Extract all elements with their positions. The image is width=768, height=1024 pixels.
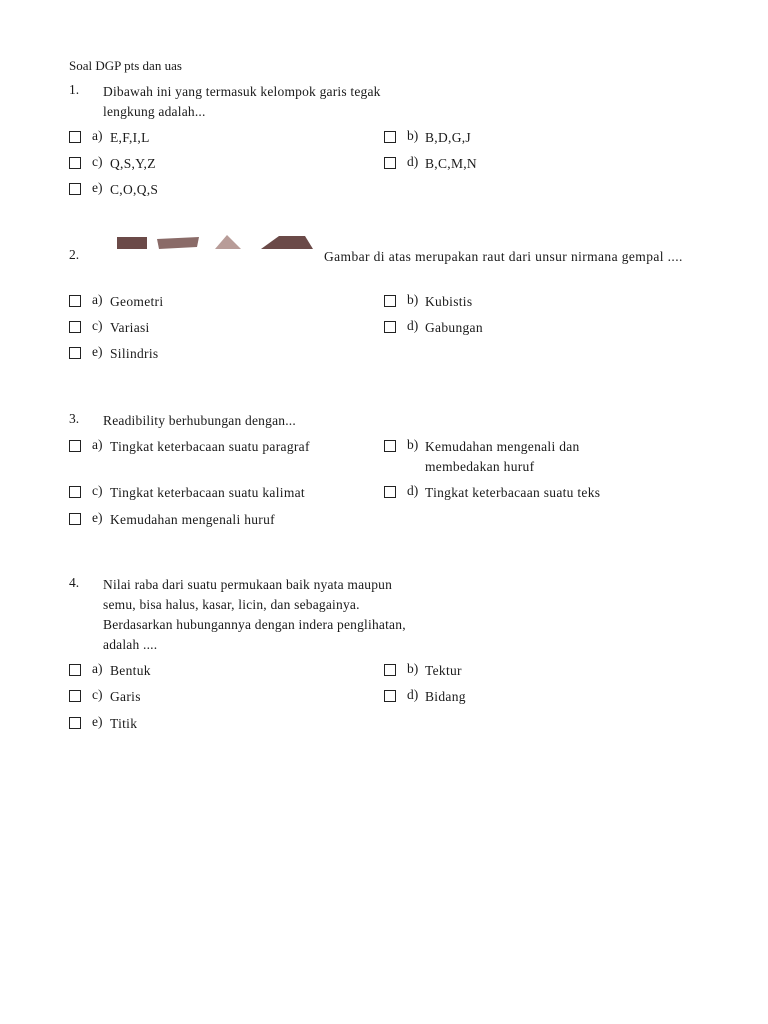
- option-text: Q,S,Y,Z: [110, 156, 156, 171]
- option-text: Tingkat keterbacaan suatu kalimat: [110, 485, 305, 500]
- option-text: Tingkat keterbacaan suatu paragraf: [110, 439, 310, 454]
- option-text: Variasi: [110, 320, 150, 335]
- checkbox[interactable]: [384, 157, 396, 169]
- option-letter: e): [92, 180, 103, 195]
- option-letter: c): [92, 318, 103, 333]
- option-text: Kemudahan mengenali dan membedakan huruf: [425, 439, 580, 474]
- option-e[interactable]: [69, 510, 275, 530]
- option-d[interactable]: [384, 154, 477, 174]
- checkbox[interactable]: [69, 690, 81, 702]
- option-text: Garis: [110, 689, 141, 704]
- option-text: Bentuk: [110, 663, 151, 678]
- option-letter: a): [92, 661, 103, 676]
- checkbox[interactable]: [384, 664, 396, 676]
- option-a[interactable]: [69, 661, 151, 681]
- checkbox[interactable]: [69, 664, 81, 676]
- checkbox[interactable]: [69, 321, 81, 333]
- checkbox[interactable]: [69, 486, 81, 498]
- checkbox[interactable]: [69, 717, 81, 729]
- option-text: Silindris: [110, 346, 159, 361]
- option-c[interactable]: [69, 318, 150, 338]
- option-text: C,O,Q,S: [110, 182, 159, 197]
- option-letter: d): [407, 318, 419, 333]
- option-b[interactable]: [384, 437, 580, 477]
- option-letter: c): [92, 687, 103, 702]
- option-text: Kubistis: [425, 294, 473, 309]
- checkbox[interactable]: [384, 440, 396, 452]
- option-letter: d): [407, 687, 419, 702]
- option-d[interactable]: [384, 483, 600, 503]
- option-letter: b): [407, 661, 419, 676]
- checkbox[interactable]: [69, 183, 81, 195]
- question-number: 1.: [69, 82, 80, 97]
- option-letter: a): [92, 292, 103, 307]
- option-text: Geometri: [110, 294, 164, 309]
- solid-shapes-image: [117, 235, 313, 255]
- option-letter: d): [407, 154, 419, 169]
- option-e[interactable]: [69, 344, 158, 364]
- option-d[interactable]: [384, 318, 483, 338]
- option-text: E,F,I,L: [110, 130, 150, 145]
- option-letter: d): [407, 483, 419, 498]
- option-c[interactable]: [69, 154, 156, 174]
- option-text: Titik: [110, 716, 138, 731]
- option-letter: a): [92, 128, 103, 143]
- checkbox[interactable]: [384, 486, 396, 498]
- option-text: Bidang: [425, 689, 466, 704]
- option-letter: c): [92, 154, 103, 169]
- checkbox[interactable]: [384, 690, 396, 702]
- document-title: Soal DGP pts dan uas: [69, 58, 182, 73]
- question-text: Gambar di atas merupakan raut dari unsur nirmana gempal ....: [324, 249, 683, 264]
- option-letter: e): [92, 344, 103, 359]
- option-text: Tingkat keterbacaan suatu teks: [425, 485, 601, 500]
- option-letter: b): [407, 437, 419, 452]
- option-letter: a): [92, 437, 103, 452]
- option-c[interactable]: [69, 687, 141, 707]
- checkbox[interactable]: [69, 295, 81, 307]
- option-e[interactable]: [69, 714, 137, 734]
- question-number: 2.: [69, 247, 80, 262]
- checkbox[interactable]: [69, 440, 81, 452]
- checkbox[interactable]: [69, 513, 81, 525]
- question-text: Nilai raba dari suatu permukaan baik nyata maupun semu, bisa halus, kasar, licin, dan sebagainya. Berdasarkan hubungannya dengan indera penglihatan, adalah ....: [103, 577, 406, 652]
- option-b[interactable]: [384, 128, 471, 148]
- option-a[interactable]: [69, 292, 163, 312]
- question-text: Readibility berhubungan dengan...: [103, 413, 296, 428]
- option-c[interactable]: [69, 483, 305, 503]
- checkbox[interactable]: [384, 295, 396, 307]
- question-text: Dibawah ini yang termasuk kelompok garis tegak lengkung adalah...: [103, 84, 381, 119]
- option-letter: b): [407, 128, 419, 143]
- checkbox[interactable]: [69, 157, 81, 169]
- option-text: Gabungan: [425, 320, 483, 335]
- option-a[interactable]: [69, 128, 150, 148]
- question-number: 4.: [69, 575, 80, 590]
- option-letter: e): [92, 714, 103, 729]
- option-letter: c): [92, 483, 103, 498]
- checkbox[interactable]: [384, 131, 396, 143]
- option-e[interactable]: [69, 180, 158, 200]
- checkbox[interactable]: [69, 347, 81, 359]
- option-d[interactable]: [384, 687, 466, 707]
- option-text: B,C,M,N: [425, 156, 477, 171]
- option-b[interactable]: [384, 661, 462, 681]
- checkbox[interactable]: [384, 321, 396, 333]
- option-text: Tektur: [425, 663, 462, 678]
- option-text: Kemudahan mengenali huruf: [110, 512, 275, 527]
- question-number: 3.: [69, 411, 80, 426]
- option-a[interactable]: [69, 437, 310, 457]
- checkbox[interactable]: [69, 131, 81, 143]
- option-letter: e): [92, 510, 103, 525]
- option-text: B,D,G,J: [425, 130, 471, 145]
- option-letter: b): [407, 292, 419, 307]
- option-b[interactable]: [384, 292, 472, 312]
